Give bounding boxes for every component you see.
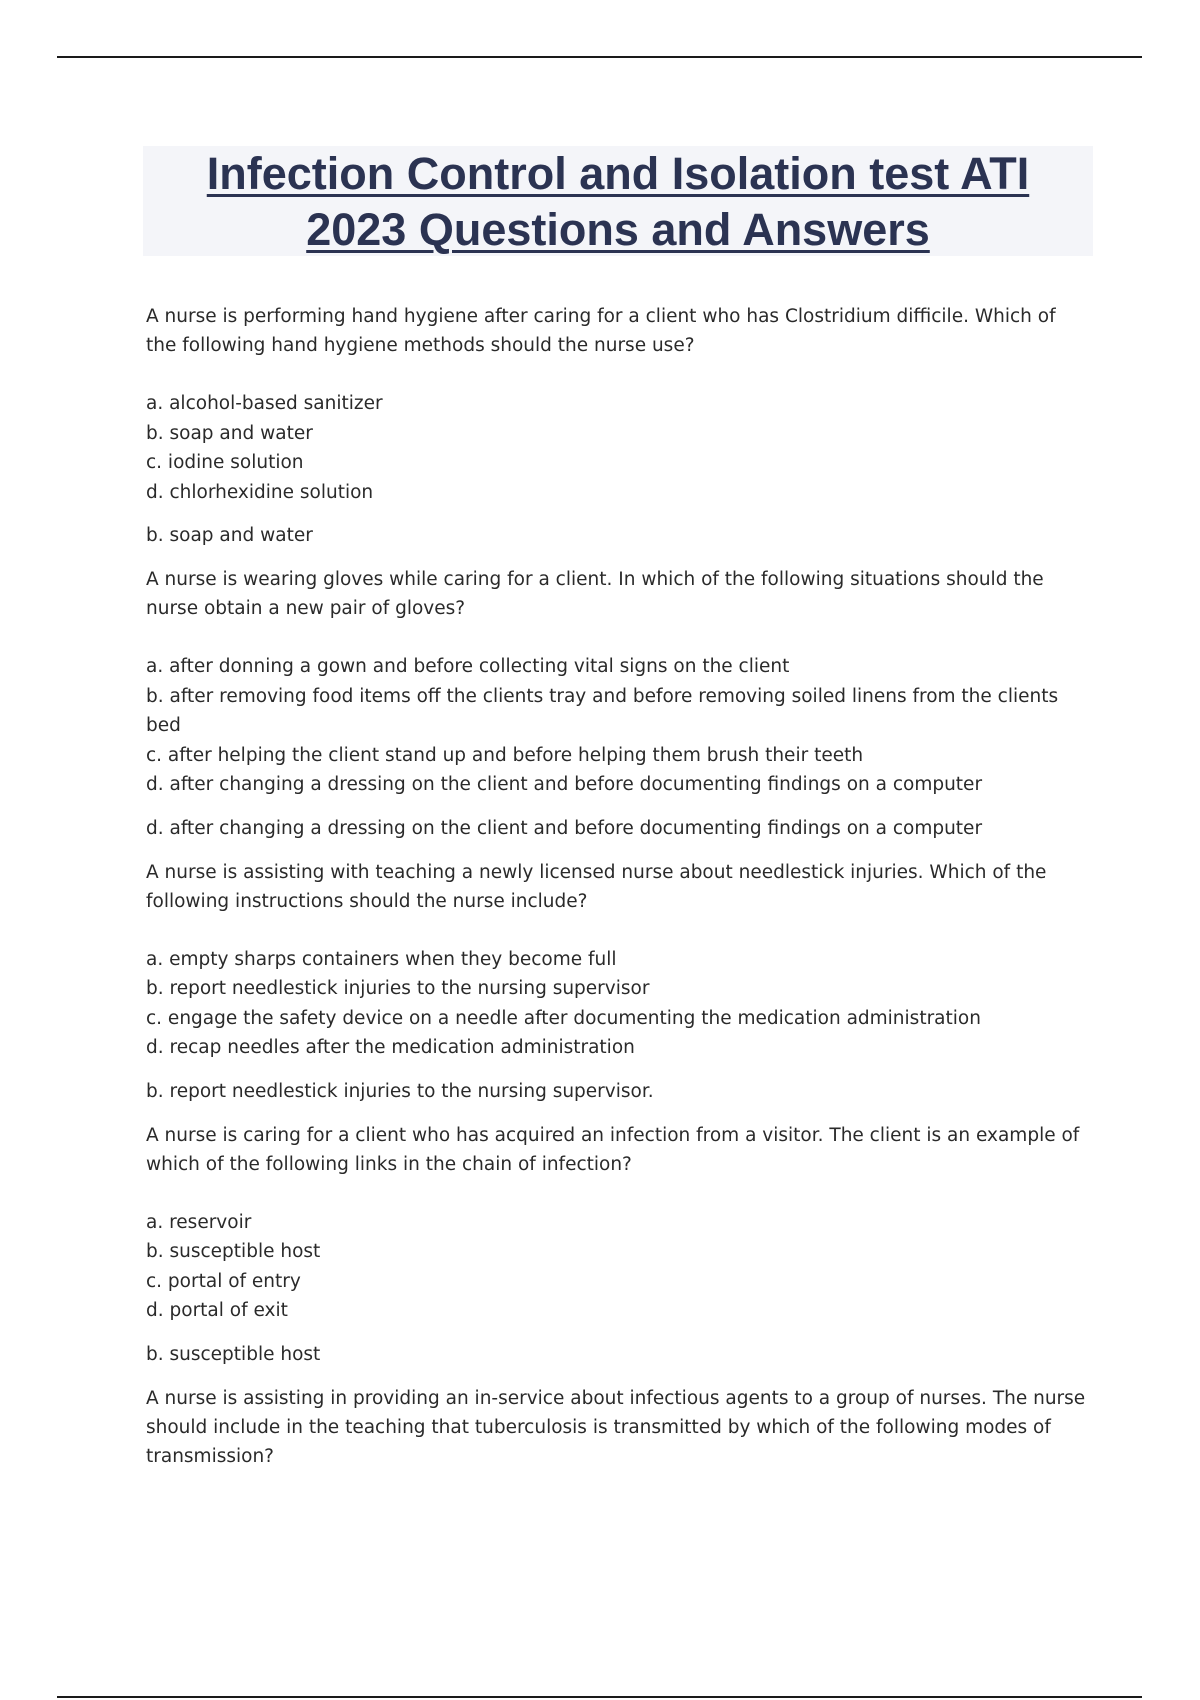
- option-list: [146, 1208, 1086, 1326]
- answer-text: d. after changing a dressing on the client and before documenting findings on a computer: [146, 817, 983, 839]
- document-body: [146, 302, 1086, 1471]
- bottom-rule: [57, 1696, 1142, 1698]
- option-d: d. chlorhexidine solution: [146, 481, 374, 503]
- option-c: c. iodine solution: [146, 452, 304, 473]
- option-d: d. portal of exit: [146, 1300, 288, 1321]
- option-a: a. reservoir: [146, 1211, 252, 1233]
- option-b: b. report needlestick injuries to the nursing supervisor: [146, 978, 650, 999]
- question-block-5: [146, 1384, 1086, 1471]
- option-d: d. after changing a dressing on the client and before documenting findings on a computer: [146, 774, 983, 795]
- answer-text: b. susceptible host: [146, 1343, 321, 1365]
- page-title-line-1: Infection Control and Isolation test ATI: [206, 148, 1030, 199]
- option-b: b. soap and water: [146, 422, 313, 444]
- option-list: [146, 945, 1086, 1063]
- option-a: a. after donning a gown and before collecting vital signs on the client: [146, 656, 790, 677]
- option-d: d. recap needles after the medication administration: [146, 1037, 635, 1058]
- question-text: A nurse is wearing gloves while caring for a client. In which of the following situations should the nurse obtain a new pair of gloves?: [146, 569, 1044, 619]
- option-a: a. empty sharps containers when they become full: [146, 948, 617, 970]
- option-c: c. portal of entry: [146, 1270, 301, 1292]
- title-banner: [143, 146, 1093, 256]
- option-list: [146, 389, 1086, 507]
- page-title-line-2: 2023 Questions and Answers: [306, 204, 930, 255]
- question-text: A nurse is assisting with teaching a newly licensed nurse about needlestick injuries. Which of the following instructions should the nurse include?: [146, 861, 1047, 912]
- option-b: b. after removing food items off the clients tray and before removing soiled linens from the clients bed: [146, 685, 1059, 736]
- question-text: A nurse is assisting in providing an in-service about infectious agents to a group of nurses. The nurse should include in the teaching that tuberculosis is transmitted by which of the following modes of transmission?: [146, 1387, 1086, 1467]
- option-c: c. engage the safety device on a needle after documenting the medication administration: [146, 1007, 981, 1029]
- answer-text: b. soap and water: [146, 525, 313, 546]
- question-text: A nurse is performing hand hygiene after caring for a client who has Clostridium difficile. Which of the following hand hygiene methods should the nurse use?: [146, 306, 1056, 356]
- question-block-1: [146, 302, 1086, 550]
- option-b: b. susceptible host: [146, 1241, 321, 1262]
- question-block-3: [146, 858, 1086, 1106]
- question-block-2: [146, 565, 1086, 843]
- answer-text: b. report needlestick injuries to the nursing supervisor.: [146, 1080, 654, 1102]
- option-a: a. alcohol-based sanitizer: [146, 393, 383, 414]
- question-block-4: [146, 1121, 1086, 1369]
- question-text: A nurse is caring for a client who has acquired an infection from a visitor. The client is an example of which of the following links in the chain of infection?: [146, 1124, 1080, 1175]
- option-list: [146, 652, 1086, 800]
- option-c: c. after helping the client stand up and before helping them brush their teeth: [146, 744, 864, 766]
- top-rule: [57, 56, 1142, 58]
